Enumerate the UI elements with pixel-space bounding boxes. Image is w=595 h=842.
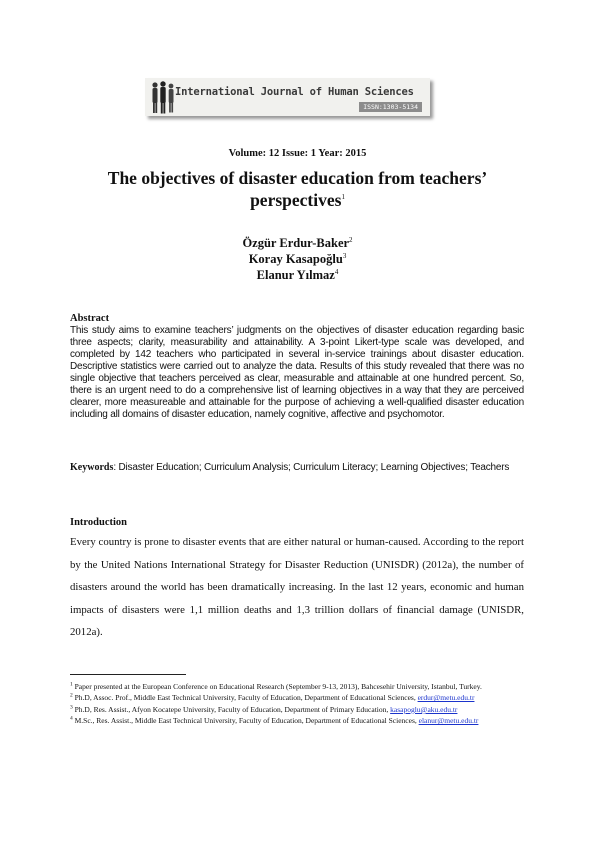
- email-link[interactable]: elanur@metu.edu.tr: [418, 716, 479, 726]
- author: [0, 235, 595, 251]
- author-name: Elanur Yılmaz: [256, 268, 335, 282]
- issn-label: ISSN:1303-5134: [359, 102, 422, 112]
- journal-name: International Journal of Human Sciences: [175, 86, 414, 98]
- introduction-text: Every country is prone to disaster events that are either natural or human-caused. According to the report by the United Nations International Strategy for Disaster Reduction (UNISDR) (2012a), the number of disasters around the world has been dramatically increasing. In the last 12 years, economic and human impacts of disasters were 1,1 million deaths and 1,3 trillion dollars of financial damage (UNISDR, 2012a).: [70, 536, 524, 638]
- author-name: Koray Kasapoğlu: [248, 252, 343, 266]
- keywords-label: Keywords: [70, 462, 114, 473]
- footnote-separator: [70, 674, 186, 675]
- footnote-number: 1: [70, 681, 73, 688]
- footnote-text: Ph.D, Res. Assist., Afyon Kocatepe University, Faculty of Education, Department of Primary Education,: [72, 704, 391, 714]
- footnote-number: 2: [70, 692, 73, 699]
- email-link[interactable]: erdur@metu.edu.tr: [417, 693, 475, 703]
- footnote-text: Ph.D, Assoc. Prof., Middle East Technical University, Faculty of Education, Department of Educational Sciences,: [72, 693, 418, 703]
- footnote: [70, 692, 524, 703]
- abstract-text: This study aims to examine teachers’ judgments on the objectives of disaster education regarding basic three aspects; clarity, measurability and attainability. A 3-point Likert-type scale was developed, and completed by 142 teachers who participated in several in-service trainings about disaster education. Descriptive statistics were carried out to analyze the data. Results of this study revealed that there was no single objective that teachers perceived as clear, measurable and attainable at one hundred percent. So, there is an urgent need to do a comprehensive list of learning objectives in a way that they are perceived clearer, more measureable and attainable for the purpose of achieving a well-qualified disaster education including all domains of disaster education, namely cognitive, affective and psychomotor.: [70, 325, 524, 420]
- email-link[interactable]: kasapoglu@aku.edu.tr: [390, 704, 458, 714]
- title-footnote-marker: 1: [341, 193, 345, 202]
- author-footnote-marker: 3: [342, 251, 347, 260]
- volume-issue-year: Volume: 12 Issue: 1 Year: 2015: [228, 148, 367, 159]
- keywords: [70, 461, 524, 474]
- silhouette-figures-logo: [150, 80, 176, 114]
- footnotes: [70, 681, 524, 727]
- footnote: [70, 681, 524, 692]
- author-list: [0, 235, 595, 283]
- author-footnote-marker: 2: [349, 235, 353, 244]
- author-footnote-marker: 4: [334, 267, 339, 276]
- footnote: [70, 704, 524, 715]
- title-text: The objectives of disaster education from teachers’ perspectives: [107, 168, 488, 210]
- footnote-number: 3: [70, 704, 73, 711]
- author: [0, 251, 595, 267]
- footnote-text: M.Sc., Res. Assist., Middle East Technical University, Faculty of Education, Department of Educational Sciences,: [72, 716, 419, 726]
- footnote: [70, 715, 524, 726]
- footnote-text: Paper presented at the European Conference on Educational Research (September 9-13, 2013), Bahcesehir University, Istanbul, Turkey.: [72, 682, 482, 691]
- footnote-number: 4: [70, 715, 73, 722]
- paper-title: [90, 167, 505, 211]
- keywords-text: : Disaster Education; Curriculum Analysis; Curriculum Literacy; Learning Objectives; Teachers: [113, 462, 510, 473]
- author: [0, 267, 595, 283]
- author-name: Özgür Erdur-Baker: [242, 236, 350, 250]
- abstract-heading: Abstract: [70, 313, 110, 324]
- journal-banner: [145, 78, 430, 116]
- introduction-heading: Introduction: [70, 517, 127, 528]
